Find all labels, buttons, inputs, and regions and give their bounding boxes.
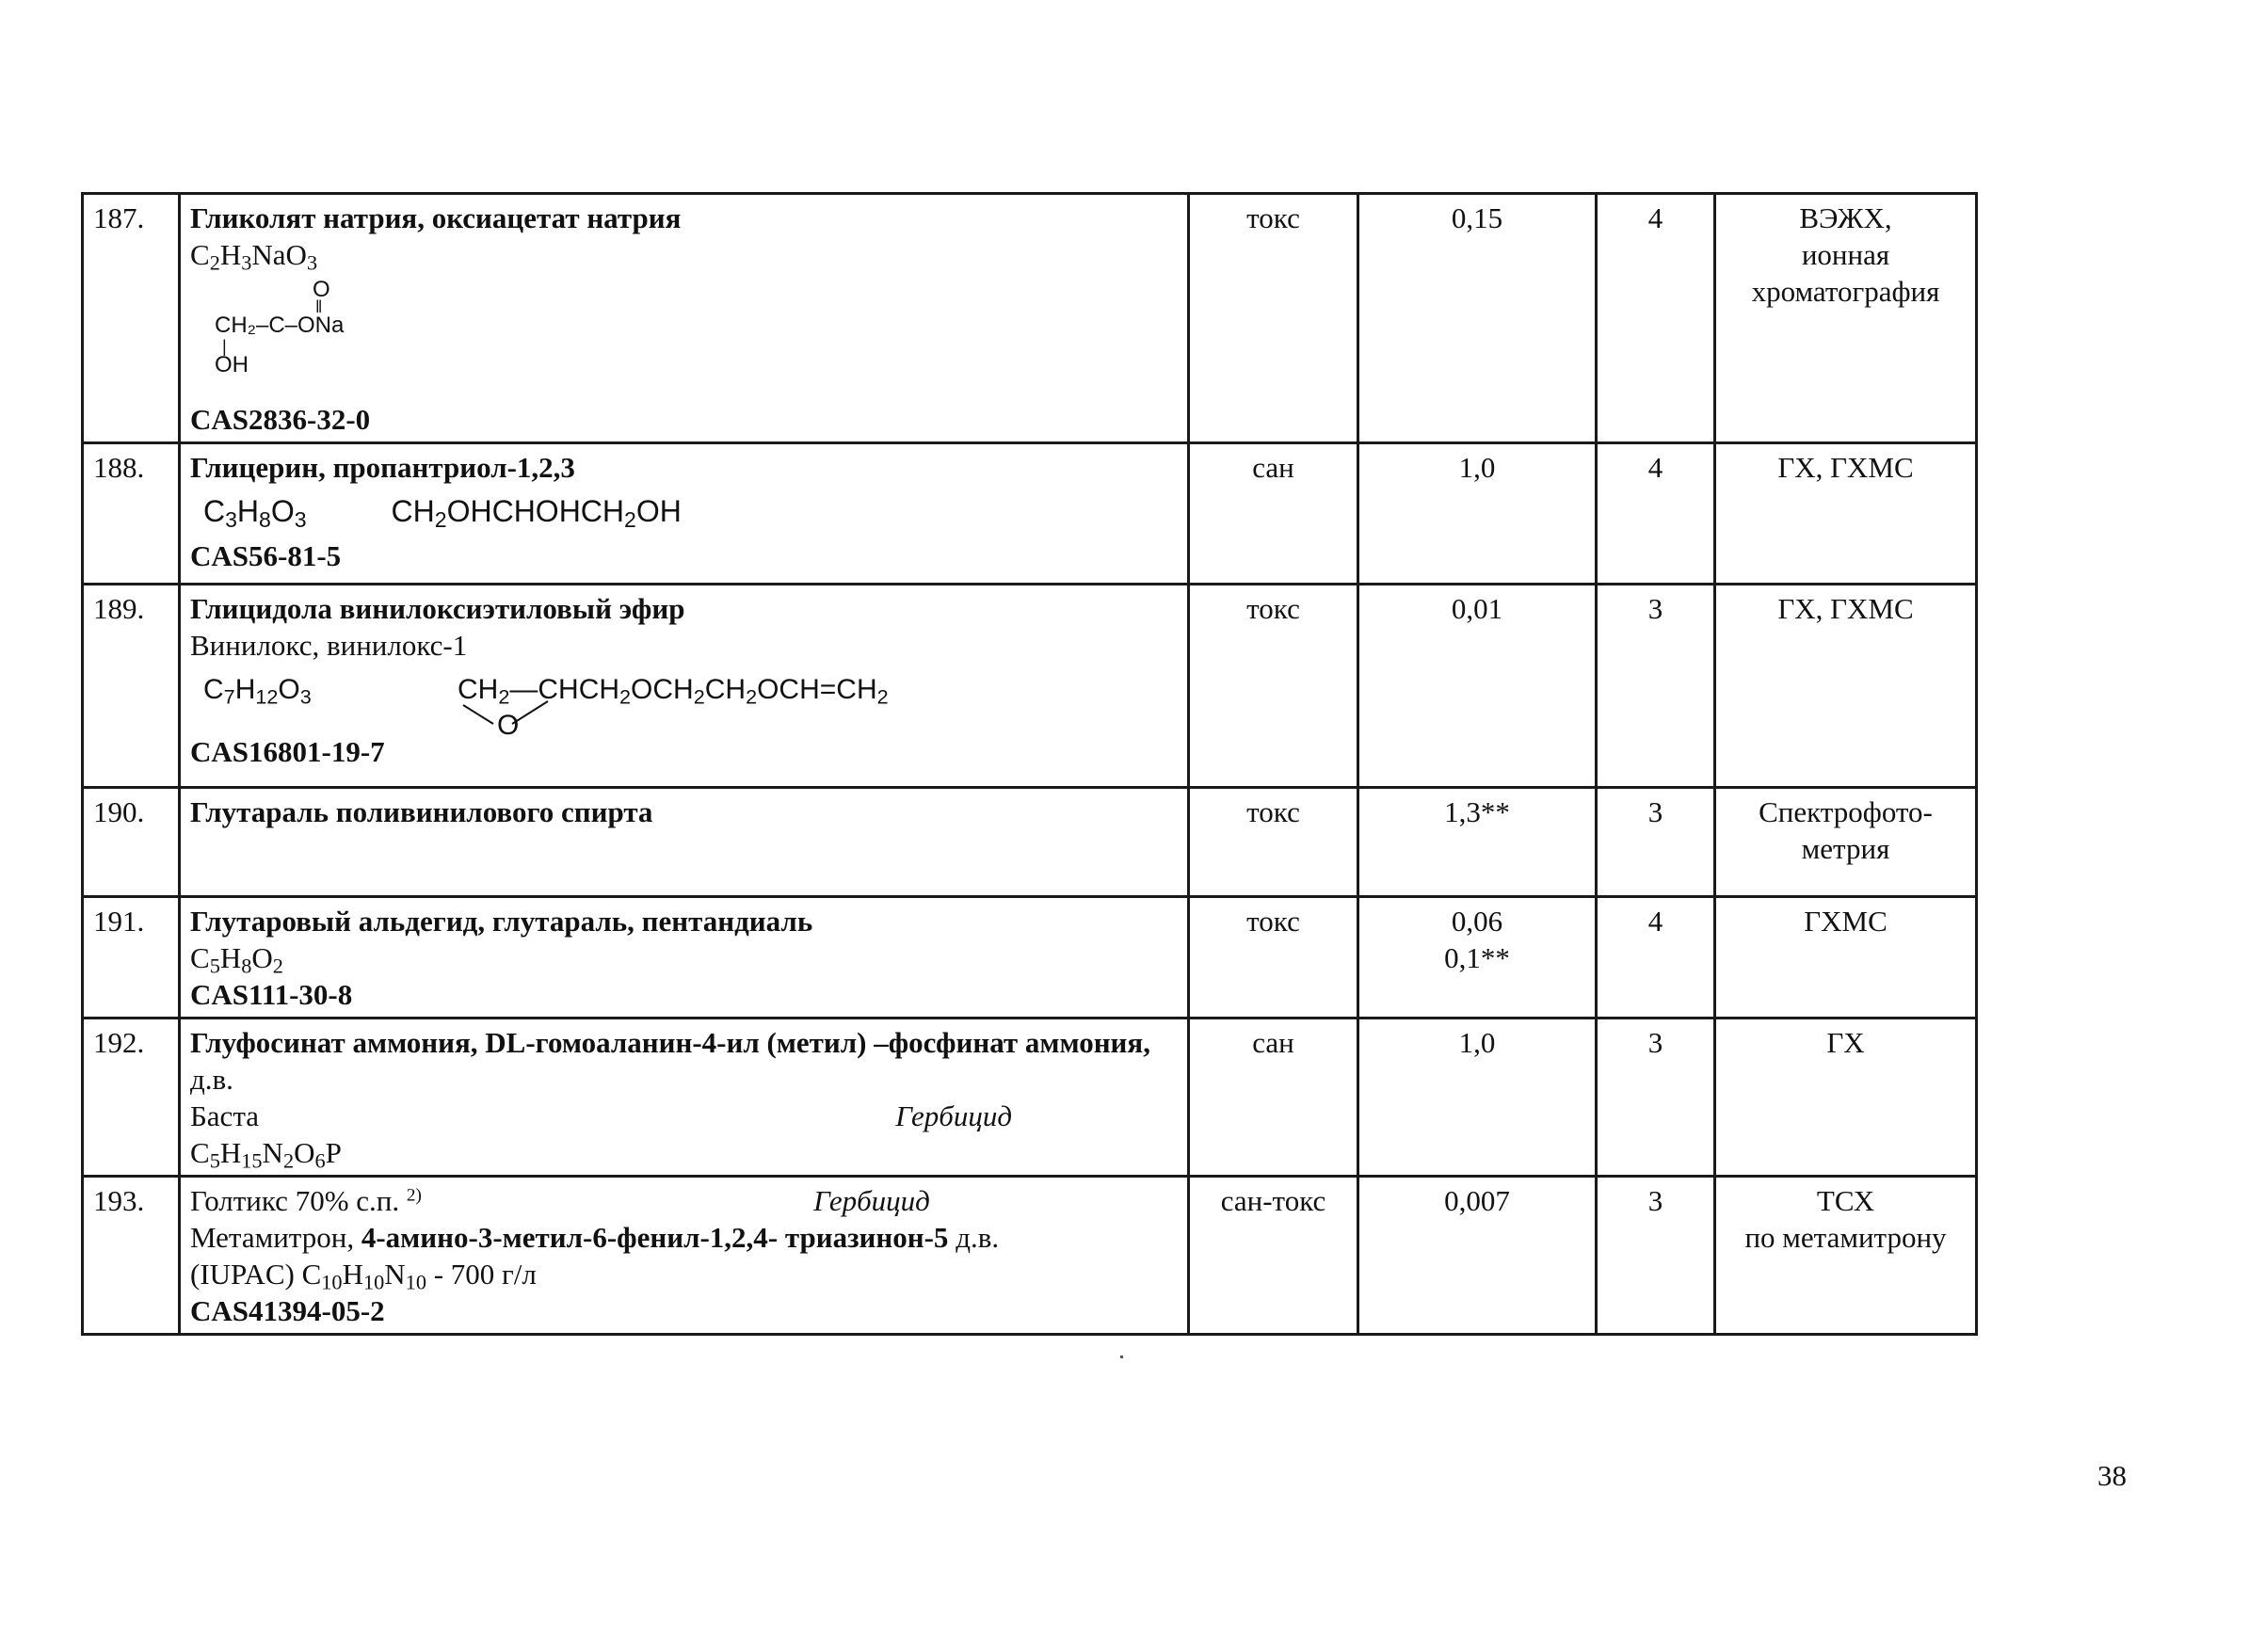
analysis-method: ГХ <box>1715 1018 1977 1177</box>
substance-title: Глутараль поливинилового спирта <box>190 795 653 828</box>
cas-number: CAS56-81-5 <box>190 539 342 572</box>
substance-title: Глуфосинат аммония, DL-гомоаланин-4-ил (метил) –фосфинат аммония, д.в. <box>190 1026 1150 1096</box>
table-row <box>83 443 1977 585</box>
limit-value: 0,01 <box>1358 585 1597 788</box>
hazard-type: токс <box>1189 897 1358 1018</box>
molecular-formula: $C_2H_3NaO_3$ <box>190 238 318 275</box>
hazard-type: сан <box>1189 443 1358 585</box>
iupac-formula: (IUPAC) $C_{10}H_{10}N_{10} - 700$ г/л <box>190 1258 537 1294</box>
substance-cell <box>180 1177 1189 1335</box>
cas-number: CAS111-30-8 <box>190 978 353 1011</box>
row-number: 193. <box>83 1177 180 1335</box>
table-row <box>83 788 1977 897</box>
hazard-type: токс <box>1189 194 1358 443</box>
substance-cell <box>180 194 1189 443</box>
substance-title: Глицидола винилоксиэтиловый эфир <box>190 592 685 625</box>
row-number: 187. <box>83 194 180 443</box>
limit-value: 1,0 <box>1358 443 1597 585</box>
table-row <box>83 897 1977 1018</box>
table-row <box>83 194 1977 443</box>
hazard-type: токс <box>1189 585 1358 788</box>
analysis-method: Спектрофото- метрия <box>1715 788 1977 897</box>
structural-formula: O ‖ CH₂–C–ONa | OH <box>215 277 345 377</box>
cas-number: CAS16801-19-7 <box>190 735 385 768</box>
limit-value: 0,06 0,1** <box>1358 897 1597 1018</box>
limit-value: 0,15 <box>1358 194 1597 443</box>
page-number: 38 <box>2097 1459 2127 1492</box>
row-number: 192. <box>83 1018 180 1177</box>
hazard-class: 4 <box>1597 443 1715 585</box>
active-ingredient: Метамитрон, 4-амино-3-метил-6-фенил-1,2,4- триазинон-5 д.в. <box>190 1221 1000 1254</box>
table-row <box>83 1018 1977 1177</box>
hazard-type: сан-токс <box>1189 1177 1358 1335</box>
analysis-method: ГХ, ГХМС <box>1715 443 1977 585</box>
molecular-formula: $C_3H_8O_3$ $CH_2OHCHOHCH_2OH$ <box>203 494 682 532</box>
structural-formula: $CH_2—CHCH_2OCH_2CH_2OCH=CH_2$ <box>458 674 889 709</box>
substances-table <box>81 192 1978 1336</box>
substance-cell <box>180 788 1189 897</box>
epoxide-oxygen: O <box>497 710 520 741</box>
hazard-class: 3 <box>1597 1018 1715 1177</box>
hazard-class: 4 <box>1597 194 1715 443</box>
substance-cell <box>180 443 1189 585</box>
analysis-method: ВЭЖХ, ионная хроматография <box>1715 194 1977 443</box>
substance-title: Глицерин, пропантриол-1,2,3 <box>190 451 575 484</box>
cas-number: CAS2836-32-0 <box>190 403 371 436</box>
structural-formula: $CH_2OHCHOHCH_2OH$ <box>391 494 682 532</box>
row-number: 191. <box>83 897 180 1018</box>
substance-title: Гликолят натрия, оксиацетат натрия <box>190 201 682 234</box>
analysis-method: ТСХ по метамитрону <box>1715 1177 1977 1335</box>
row-number: 190. <box>83 788 180 897</box>
hazard-class: 3 <box>1597 1177 1715 1335</box>
limit-value: 1,3** <box>1358 788 1597 897</box>
row-number: 188. <box>83 443 180 585</box>
row-number: 189. <box>83 585 180 788</box>
molecular-formula: $C_5H_{15}N_2O_6P$ <box>190 1136 342 1173</box>
limit-value: 1,0 <box>1358 1018 1597 1177</box>
molecular-formula: $C_5H_8O_2$ <box>190 941 283 978</box>
hazard-class: 3 <box>1597 788 1715 897</box>
substance-cell <box>180 897 1189 1018</box>
substance-cell <box>180 585 1189 788</box>
analysis-method: ГХ, ГХМС <box>1715 585 1977 788</box>
table-row <box>83 1177 1977 1335</box>
analysis-method: ГХМС <box>1715 897 1977 1018</box>
hazard-type: сан <box>1189 1018 1358 1177</box>
substance-title: Глутаровый альдегид, глутараль, пентандиаль <box>190 905 813 938</box>
scan-speck <box>1120 1355 1123 1358</box>
substance-title: Голтикс 70% с.п. $^{2)}$ Гербицид <box>190 1184 930 1217</box>
limit-value: 0,007 <box>1358 1177 1597 1335</box>
hazard-class: 3 <box>1597 585 1715 788</box>
cas-number: CAS41394-05-2 <box>190 1294 385 1327</box>
table-row <box>83 585 1977 788</box>
hazard-type: токс <box>1189 788 1358 897</box>
trade-name-line: Баста Гербицид <box>190 1099 1013 1132</box>
hazard-class: 4 <box>1597 897 1715 1018</box>
substance-cell <box>180 1018 1189 1177</box>
molecular-formula: $C_7H_{12}O_3$ <box>203 674 312 709</box>
trade-names: Винилокс, винилокс-1 <box>190 629 468 662</box>
